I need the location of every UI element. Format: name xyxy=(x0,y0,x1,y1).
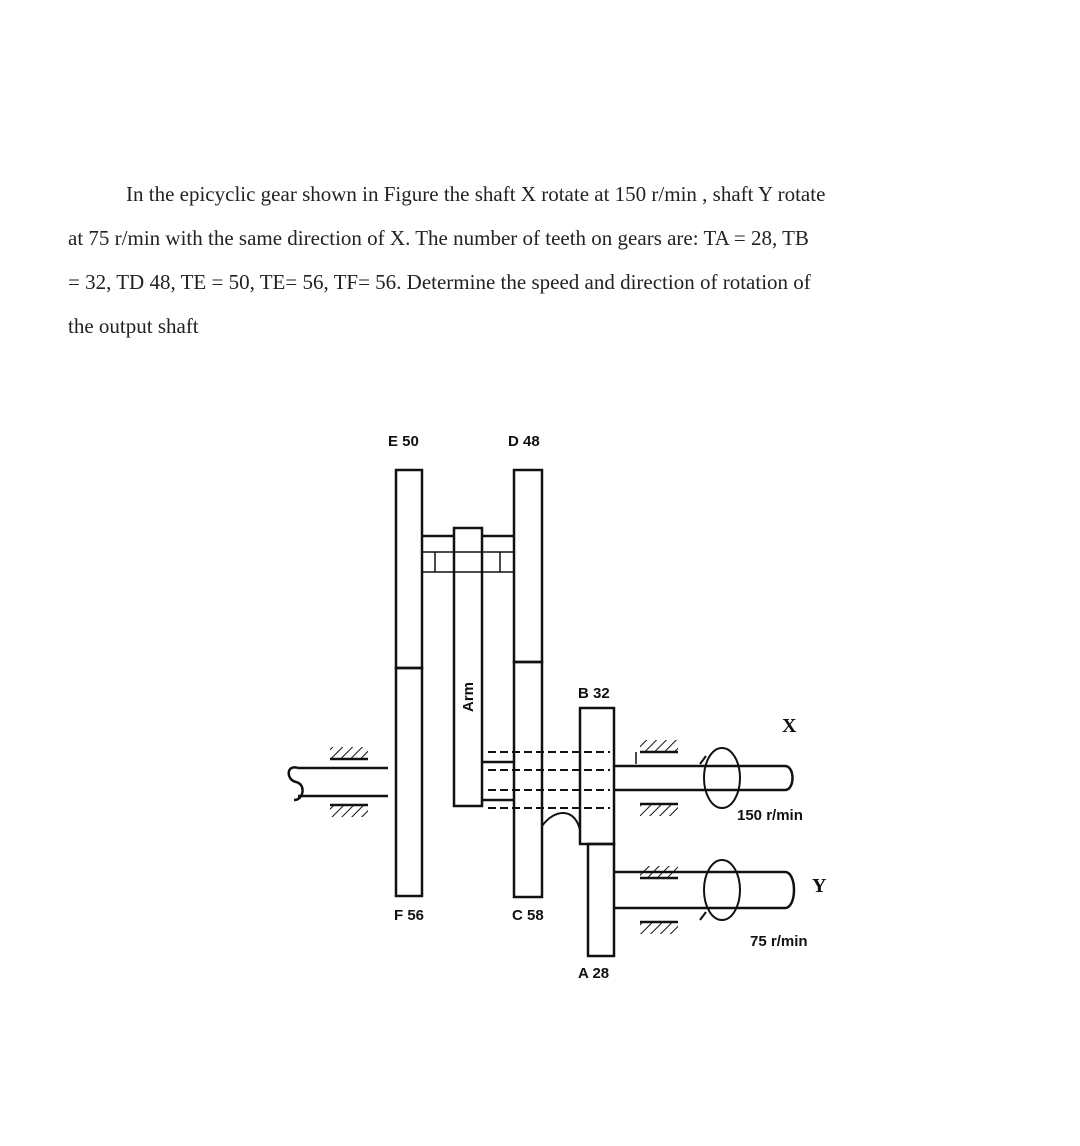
gear-d xyxy=(514,470,542,662)
label-shaft-y: Y xyxy=(812,875,827,897)
label-gear-b: B 32 xyxy=(578,685,610,702)
label-speed-x: 150 r/min xyxy=(737,807,803,824)
problem-line-2: at 75 r/min with the same direction of X. The number of teeth on gears are: TA = 28, TB xyxy=(68,226,809,250)
label-shaft-x: X xyxy=(782,715,797,737)
shaft-x xyxy=(614,740,793,816)
label-gear-a: A 28 xyxy=(578,965,610,982)
label-gear-e: E 50 xyxy=(388,433,419,450)
label-gear-d: D 48 xyxy=(508,433,540,450)
gear-b xyxy=(580,708,614,844)
left-shaft xyxy=(289,747,388,817)
gear-a xyxy=(588,844,614,956)
label-gear-c: C 58 xyxy=(512,907,544,924)
gear-c xyxy=(514,662,542,897)
gear-f xyxy=(396,668,422,896)
gear-e xyxy=(396,470,422,668)
label-speed-y: 75 r/min xyxy=(750,933,808,950)
label-arm: Arm xyxy=(460,681,477,712)
label-gear-f: F 56 xyxy=(394,907,425,924)
shaft-y xyxy=(614,860,794,934)
problem-line-3: = 32, TD 48, TE = 50, TE= 56, TF= 56. Determine the speed and direction of rotation of xyxy=(68,270,811,294)
arm xyxy=(422,528,514,806)
problem-line-4: the output shaft xyxy=(68,314,199,338)
problem-line-1: In the epicyclic gear shown in Figure the shaft X rotate at 150 r/min , shaft Y rotate xyxy=(126,182,826,206)
sun-shafts xyxy=(488,752,610,830)
